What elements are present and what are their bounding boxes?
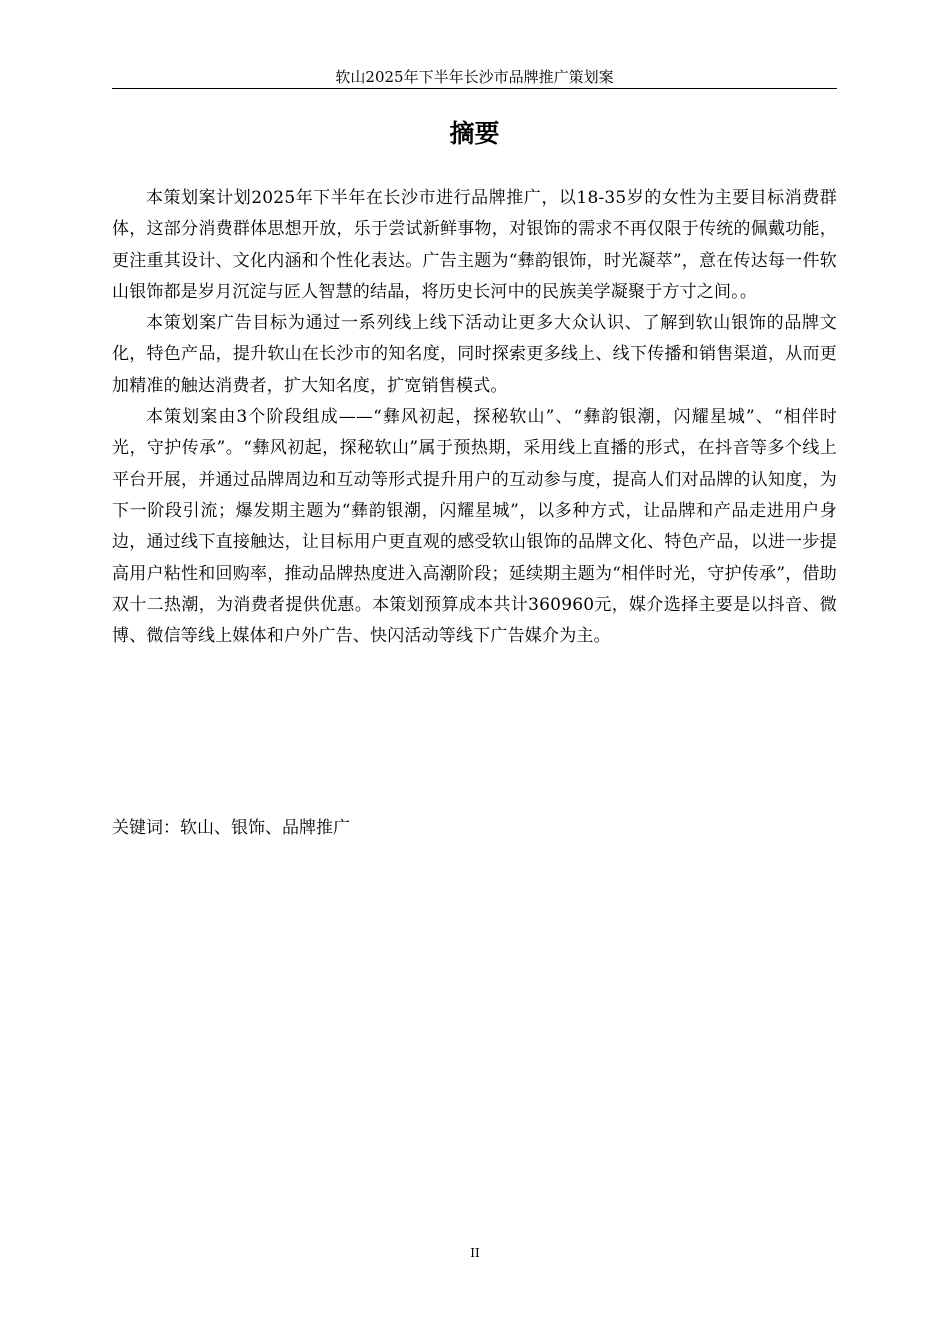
abstract-paragraph-3: 本策划案由3个阶段组成——“彝风初起，探秘软山”、“彝韵银潮，闪耀星城”、“相伴时光，守护传承”。“彝风初起，探秘软山”属于预热期，采用线上直播的形式，在抖音等多个线上平台开展，并通过品牌周边和互动等形式提升用户的互动参与度，提高人们对品牌的认知度，为下一阶段引流；爆发期主题为“彝韵银潮，闪耀星城”，以多种方式，让品牌和产品走进用户身边，通过线下直接触达，让目标用户更直观的感受软山银饰的品牌文化、特色产品，以进一步提高用户粘性和回购率，推动品牌热度进入高潮阶段；延续期主题为“相伴时光，守护传承”，借助双十二热潮，为消费者提供优惠。本策划预算成本共计360960元，媒介选择主要是以抖音、微博、微信等线上媒体和户外广告、快闪活动等线下广告媒介为主。 [112, 407, 837, 647]
abstract-paragraph-2: 本策划案广告目标为通过一系列线上线下活动让更多大众认识、了解到软山银饰的品牌文化，特色产品，提升软山在长沙市的知名度，同时探索更多线上、线下传播和销售渠道，从而更加精准的触达消费者，扩大知名度，扩宽销售模式。 [112, 313, 837, 396]
page-title: 摘要 [449, 119, 500, 148]
keywords-line: 关键词：软山、银饰、品牌推广 [112, 818, 350, 838]
page-header: 软山2025年下半年长沙市品牌推广策划案 [112, 66, 837, 89]
abstract-body [112, 183, 837, 652]
page-number: II [470, 1246, 480, 1260]
abstract-paragraph-1: 本策划案计划2025年下半年在长沙市进行品牌推广，以18-35岁的女性为主要目标消费群体，这部分消费群体思想开放，乐于尝试新鲜事物，对银饰的需求不再仅限于传统的佩戴功能，更注重其设计、文化内涵和个性化表达。广告主题为“彝韵银饰，时光凝萃”，意在传达每一件软山银饰都是岁月沉淀与匠人智慧的结晶，将历史长河中的民族美学凝聚于方寸之间。。 [112, 188, 837, 302]
